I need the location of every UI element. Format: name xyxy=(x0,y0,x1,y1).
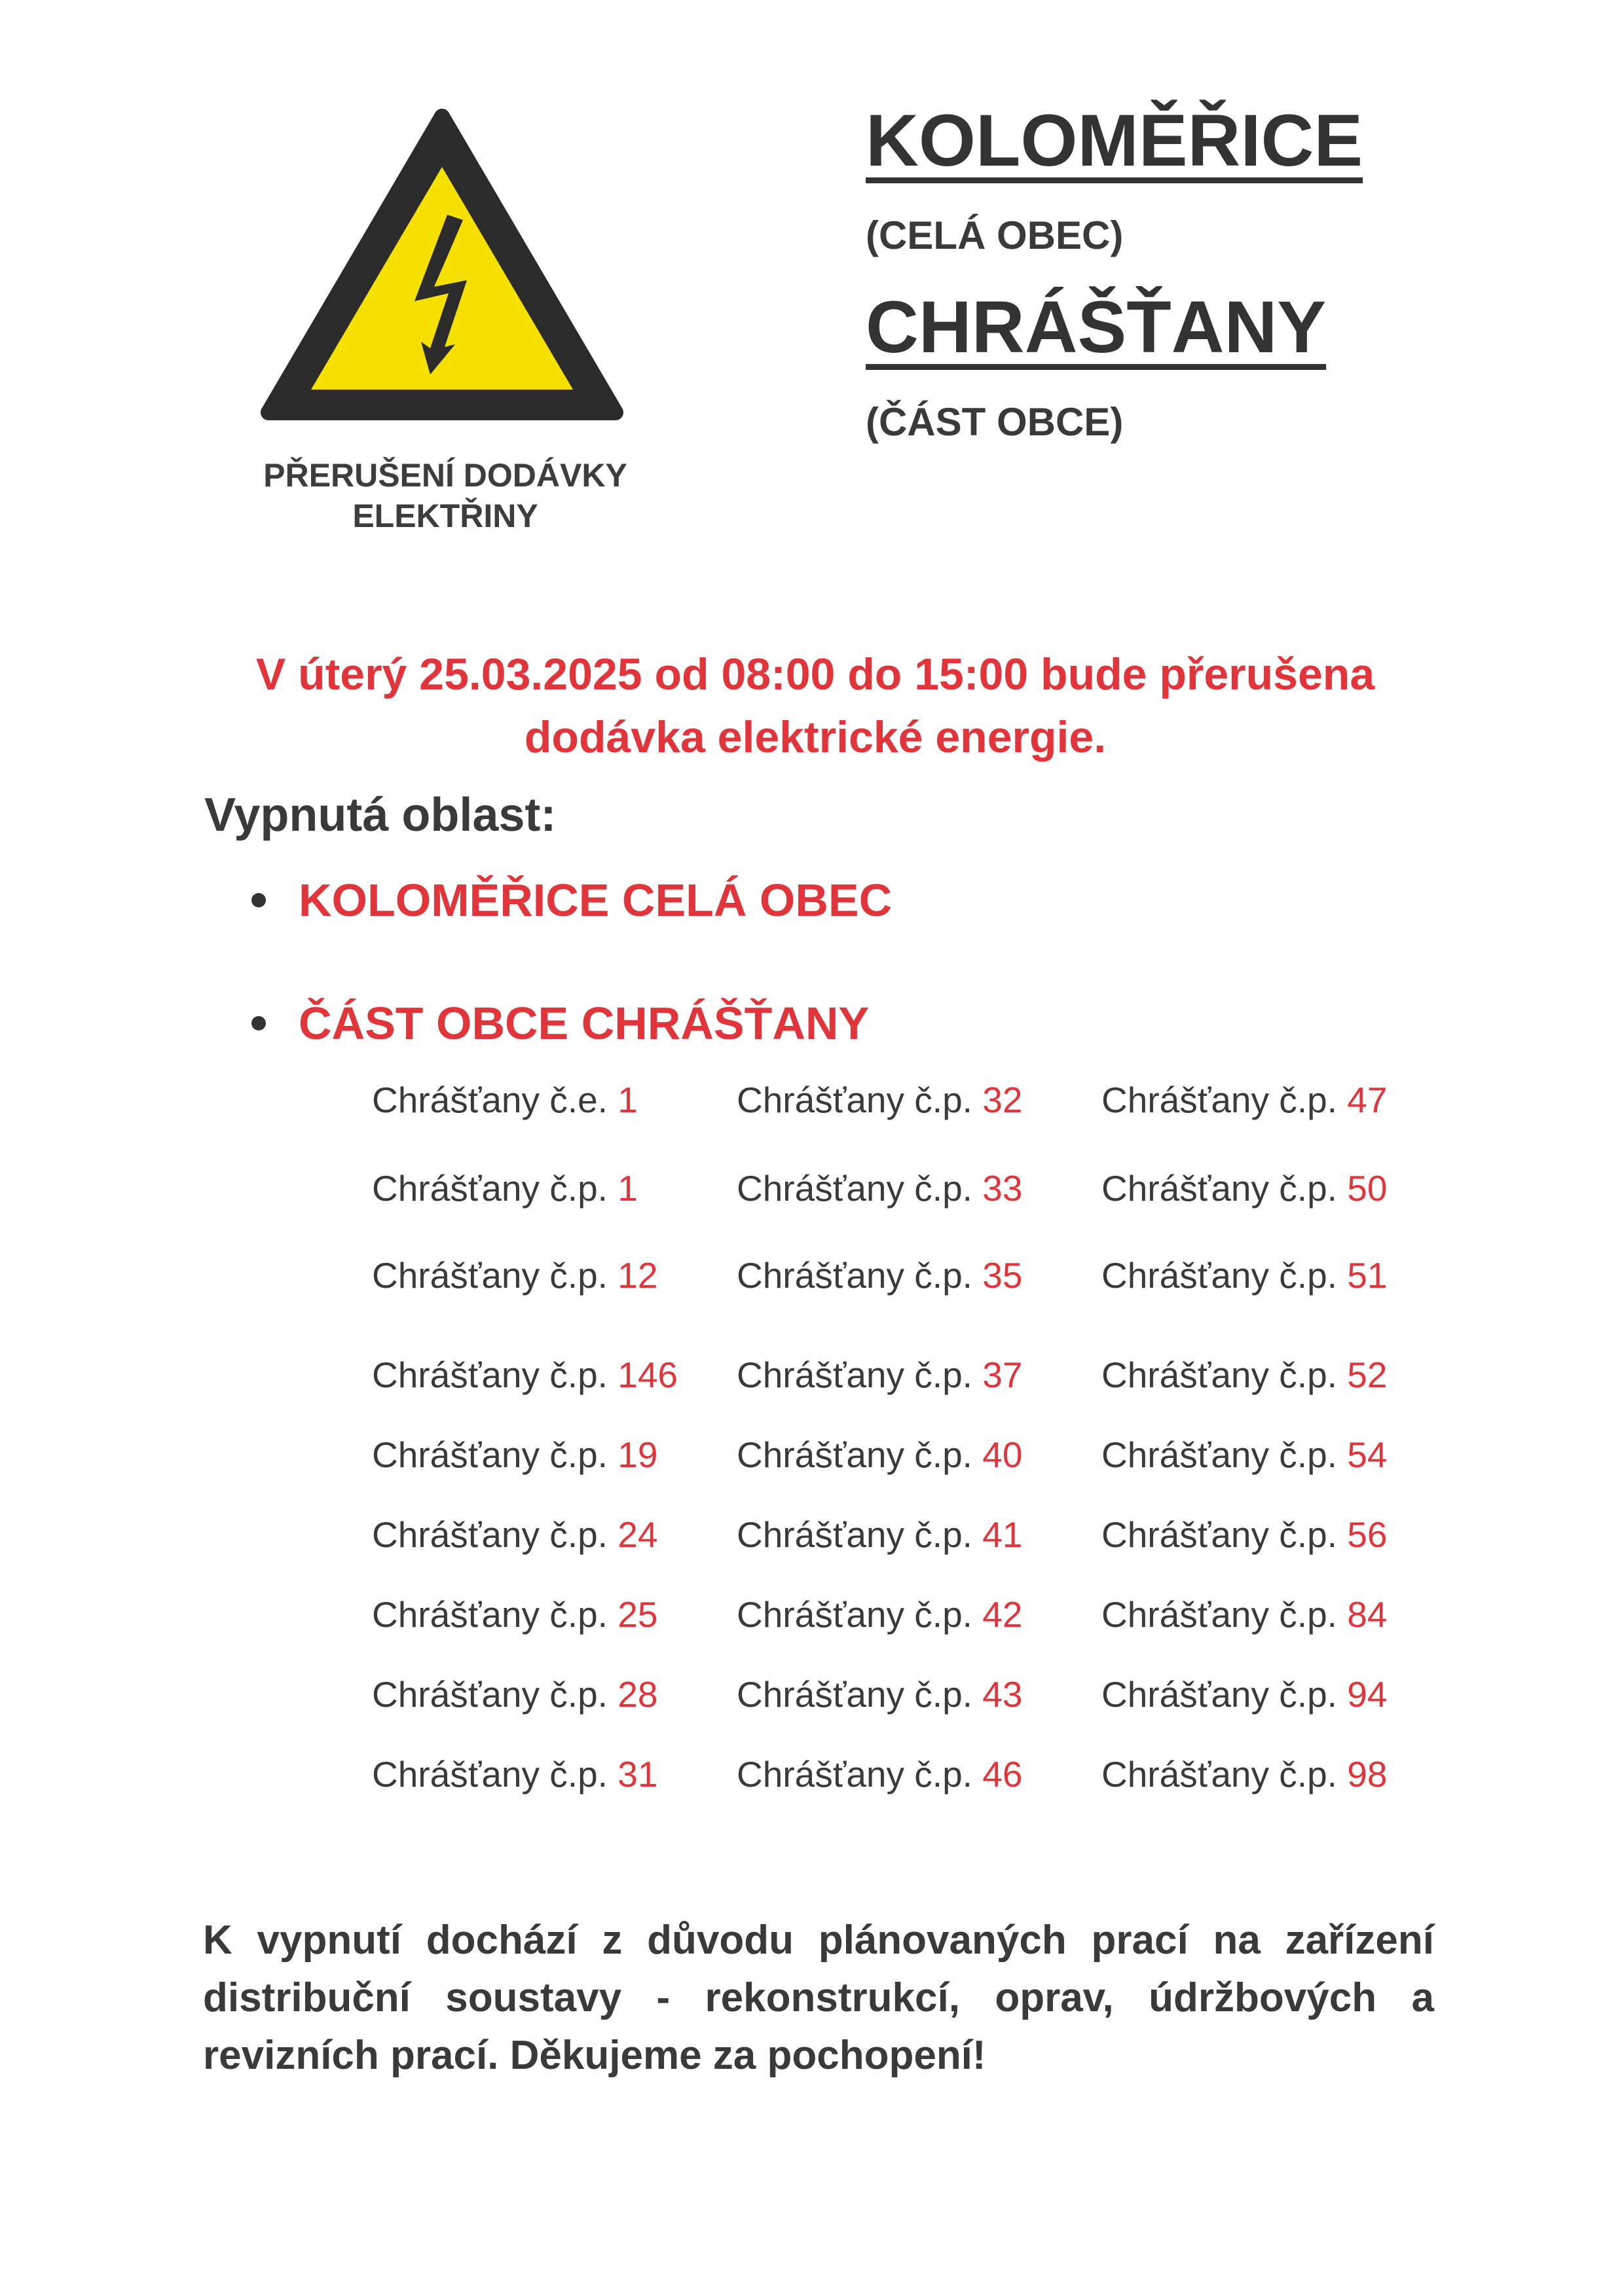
area-item xyxy=(251,994,869,1053)
warning-caption xyxy=(223,455,668,536)
address-entry xyxy=(737,1592,1022,1637)
address-prefix: Chrášťany č.p. xyxy=(1101,1255,1337,1296)
address-entry xyxy=(1101,1512,1387,1558)
address-prefix: Chrášťany č.p. xyxy=(372,1434,608,1475)
address-number: 84 xyxy=(1347,1594,1388,1635)
address-entry xyxy=(372,1352,678,1398)
address-number: 43 xyxy=(982,1674,1023,1715)
address-number: 24 xyxy=(618,1514,658,1555)
address-prefix: Chrášťany č.p. xyxy=(372,1594,608,1635)
outage-announcement xyxy=(196,643,1434,769)
address-prefix: Chrášťany č.p. xyxy=(372,1674,608,1715)
town2-title: CHRÁŠŤANY xyxy=(866,286,1327,368)
address-entry xyxy=(372,1077,638,1123)
address-prefix: Chrášťany č.p. xyxy=(1101,1514,1337,1555)
address-number: 1 xyxy=(618,1168,638,1209)
address-prefix: Chrášťany č.p. xyxy=(737,1434,972,1475)
address-entry xyxy=(1101,1077,1387,1123)
address-prefix: Chrášťany č.p. xyxy=(372,1255,608,1296)
address-number: 19 xyxy=(618,1434,658,1475)
address-prefix: Chrášťany č.e. xyxy=(372,1080,608,1120)
address-prefix: Chrášťany č.p. xyxy=(372,1168,608,1209)
area-item xyxy=(251,871,892,930)
address-number: 37 xyxy=(982,1355,1023,1395)
address-number: 98 xyxy=(1347,1754,1388,1795)
address-number: 33 xyxy=(982,1168,1023,1209)
address-prefix: Chrášťany č.p. xyxy=(737,1594,972,1635)
area-item-text: KOLOMĚŘICE CELÁ OBEC xyxy=(299,875,893,926)
address-number: 42 xyxy=(982,1594,1023,1635)
town1-scope: (CELÁ OBEC) xyxy=(866,213,1124,257)
address-entry xyxy=(372,1432,657,1478)
address-number: 25 xyxy=(618,1594,658,1635)
address-prefix: Chrášťany č.p. xyxy=(1101,1754,1337,1795)
announcement-line2: dodávka elektrické energie. xyxy=(524,712,1107,762)
address-entry xyxy=(372,1165,638,1211)
address-prefix: Chrášťany č.p. xyxy=(372,1514,608,1555)
footer-note: K vypnutí dochází z důvodu plánovaných prací na zařízení distribuční soustavy - rekonstrukcí, oprav, údržbových a revizních prací. Děkujeme za pochopení! xyxy=(203,1918,1434,2078)
address-number: 32 xyxy=(982,1080,1023,1120)
address-prefix: Chrášťany č.p. xyxy=(737,1255,972,1296)
address-number: 94 xyxy=(1347,1674,1388,1715)
address-prefix: Chrášťany č.p. xyxy=(372,1355,608,1395)
address-prefix: Chrášťany č.p. xyxy=(737,1080,972,1120)
address-entry xyxy=(737,1751,1022,1797)
address-prefix: Chrášťany č.p. xyxy=(1101,1674,1337,1715)
address-entry xyxy=(1101,1352,1387,1398)
address-number: 1 xyxy=(618,1080,638,1120)
address-entry xyxy=(1101,1165,1387,1211)
address-entry xyxy=(372,1512,657,1558)
address-entry xyxy=(737,1252,1022,1298)
affected-area-label: Vypnutá oblast: xyxy=(204,789,557,841)
area-item-text: ČÁST OBCE CHRÁŠŤANY xyxy=(299,998,870,1049)
warning-caption-line2: ELEKTŘINY xyxy=(352,498,538,534)
address-prefix: Chrášťany č.p. xyxy=(737,1355,972,1395)
address-number: 12 xyxy=(618,1255,658,1296)
address-prefix: Chrášťany č.p. xyxy=(737,1754,972,1795)
address-number: 51 xyxy=(1347,1255,1388,1296)
address-entry xyxy=(737,1671,1022,1717)
address-entry xyxy=(737,1165,1022,1211)
address-number: 46 xyxy=(982,1754,1023,1795)
address-number: 40 xyxy=(982,1434,1023,1475)
address-number: 54 xyxy=(1347,1434,1388,1475)
bullet-icon xyxy=(251,893,266,907)
town1-title: KOLOMĚŘICE xyxy=(866,100,1363,181)
address-number: 31 xyxy=(618,1754,658,1795)
warning-caption-line1: PŘERUŠENÍ DODÁVKY xyxy=(263,457,627,494)
address-entry xyxy=(737,1512,1022,1558)
address-prefix: Chrášťany č.p. xyxy=(1101,1594,1337,1635)
address-prefix: Chrášťany č.p. xyxy=(1101,1434,1337,1475)
address-number: 35 xyxy=(982,1255,1023,1296)
address-entry xyxy=(737,1077,1022,1123)
address-prefix: Chrášťany č.p. xyxy=(372,1754,608,1795)
address-prefix: Chrášťany č.p. xyxy=(1101,1355,1337,1395)
address-number: 146 xyxy=(618,1355,678,1395)
address-number: 50 xyxy=(1347,1168,1388,1209)
address-entry xyxy=(737,1432,1022,1478)
bullet-icon xyxy=(251,1016,266,1030)
address-entry xyxy=(1101,1751,1387,1797)
high-voltage-warning-icon xyxy=(259,105,625,426)
address-number: 28 xyxy=(618,1674,658,1715)
address-prefix: Chrášťany č.p. xyxy=(737,1514,972,1555)
address-entry xyxy=(737,1352,1022,1398)
address-number: 52 xyxy=(1347,1355,1388,1395)
address-entry xyxy=(1101,1432,1387,1478)
address-entry xyxy=(1101,1592,1387,1637)
address-entry xyxy=(372,1751,657,1797)
address-entry xyxy=(1101,1252,1387,1298)
announcement-line1: V úterý 25.03.2025 od 08:00 do 15:00 bude přerušena xyxy=(255,649,1375,699)
address-entry xyxy=(372,1252,657,1298)
address-entry xyxy=(372,1592,657,1637)
address-number: 41 xyxy=(982,1514,1023,1555)
address-entry xyxy=(372,1671,657,1717)
address-prefix: Chrášťany č.p. xyxy=(1101,1080,1337,1120)
address-prefix: Chrášťany č.p. xyxy=(1101,1168,1337,1209)
address-prefix: Chrášťany č.p. xyxy=(737,1674,972,1715)
address-prefix: Chrášťany č.p. xyxy=(737,1168,972,1209)
town2-scope: (ČÁST OBCE) xyxy=(866,400,1124,444)
address-entry xyxy=(1101,1671,1387,1717)
address-number: 47 xyxy=(1347,1080,1388,1120)
address-number: 56 xyxy=(1347,1514,1388,1555)
